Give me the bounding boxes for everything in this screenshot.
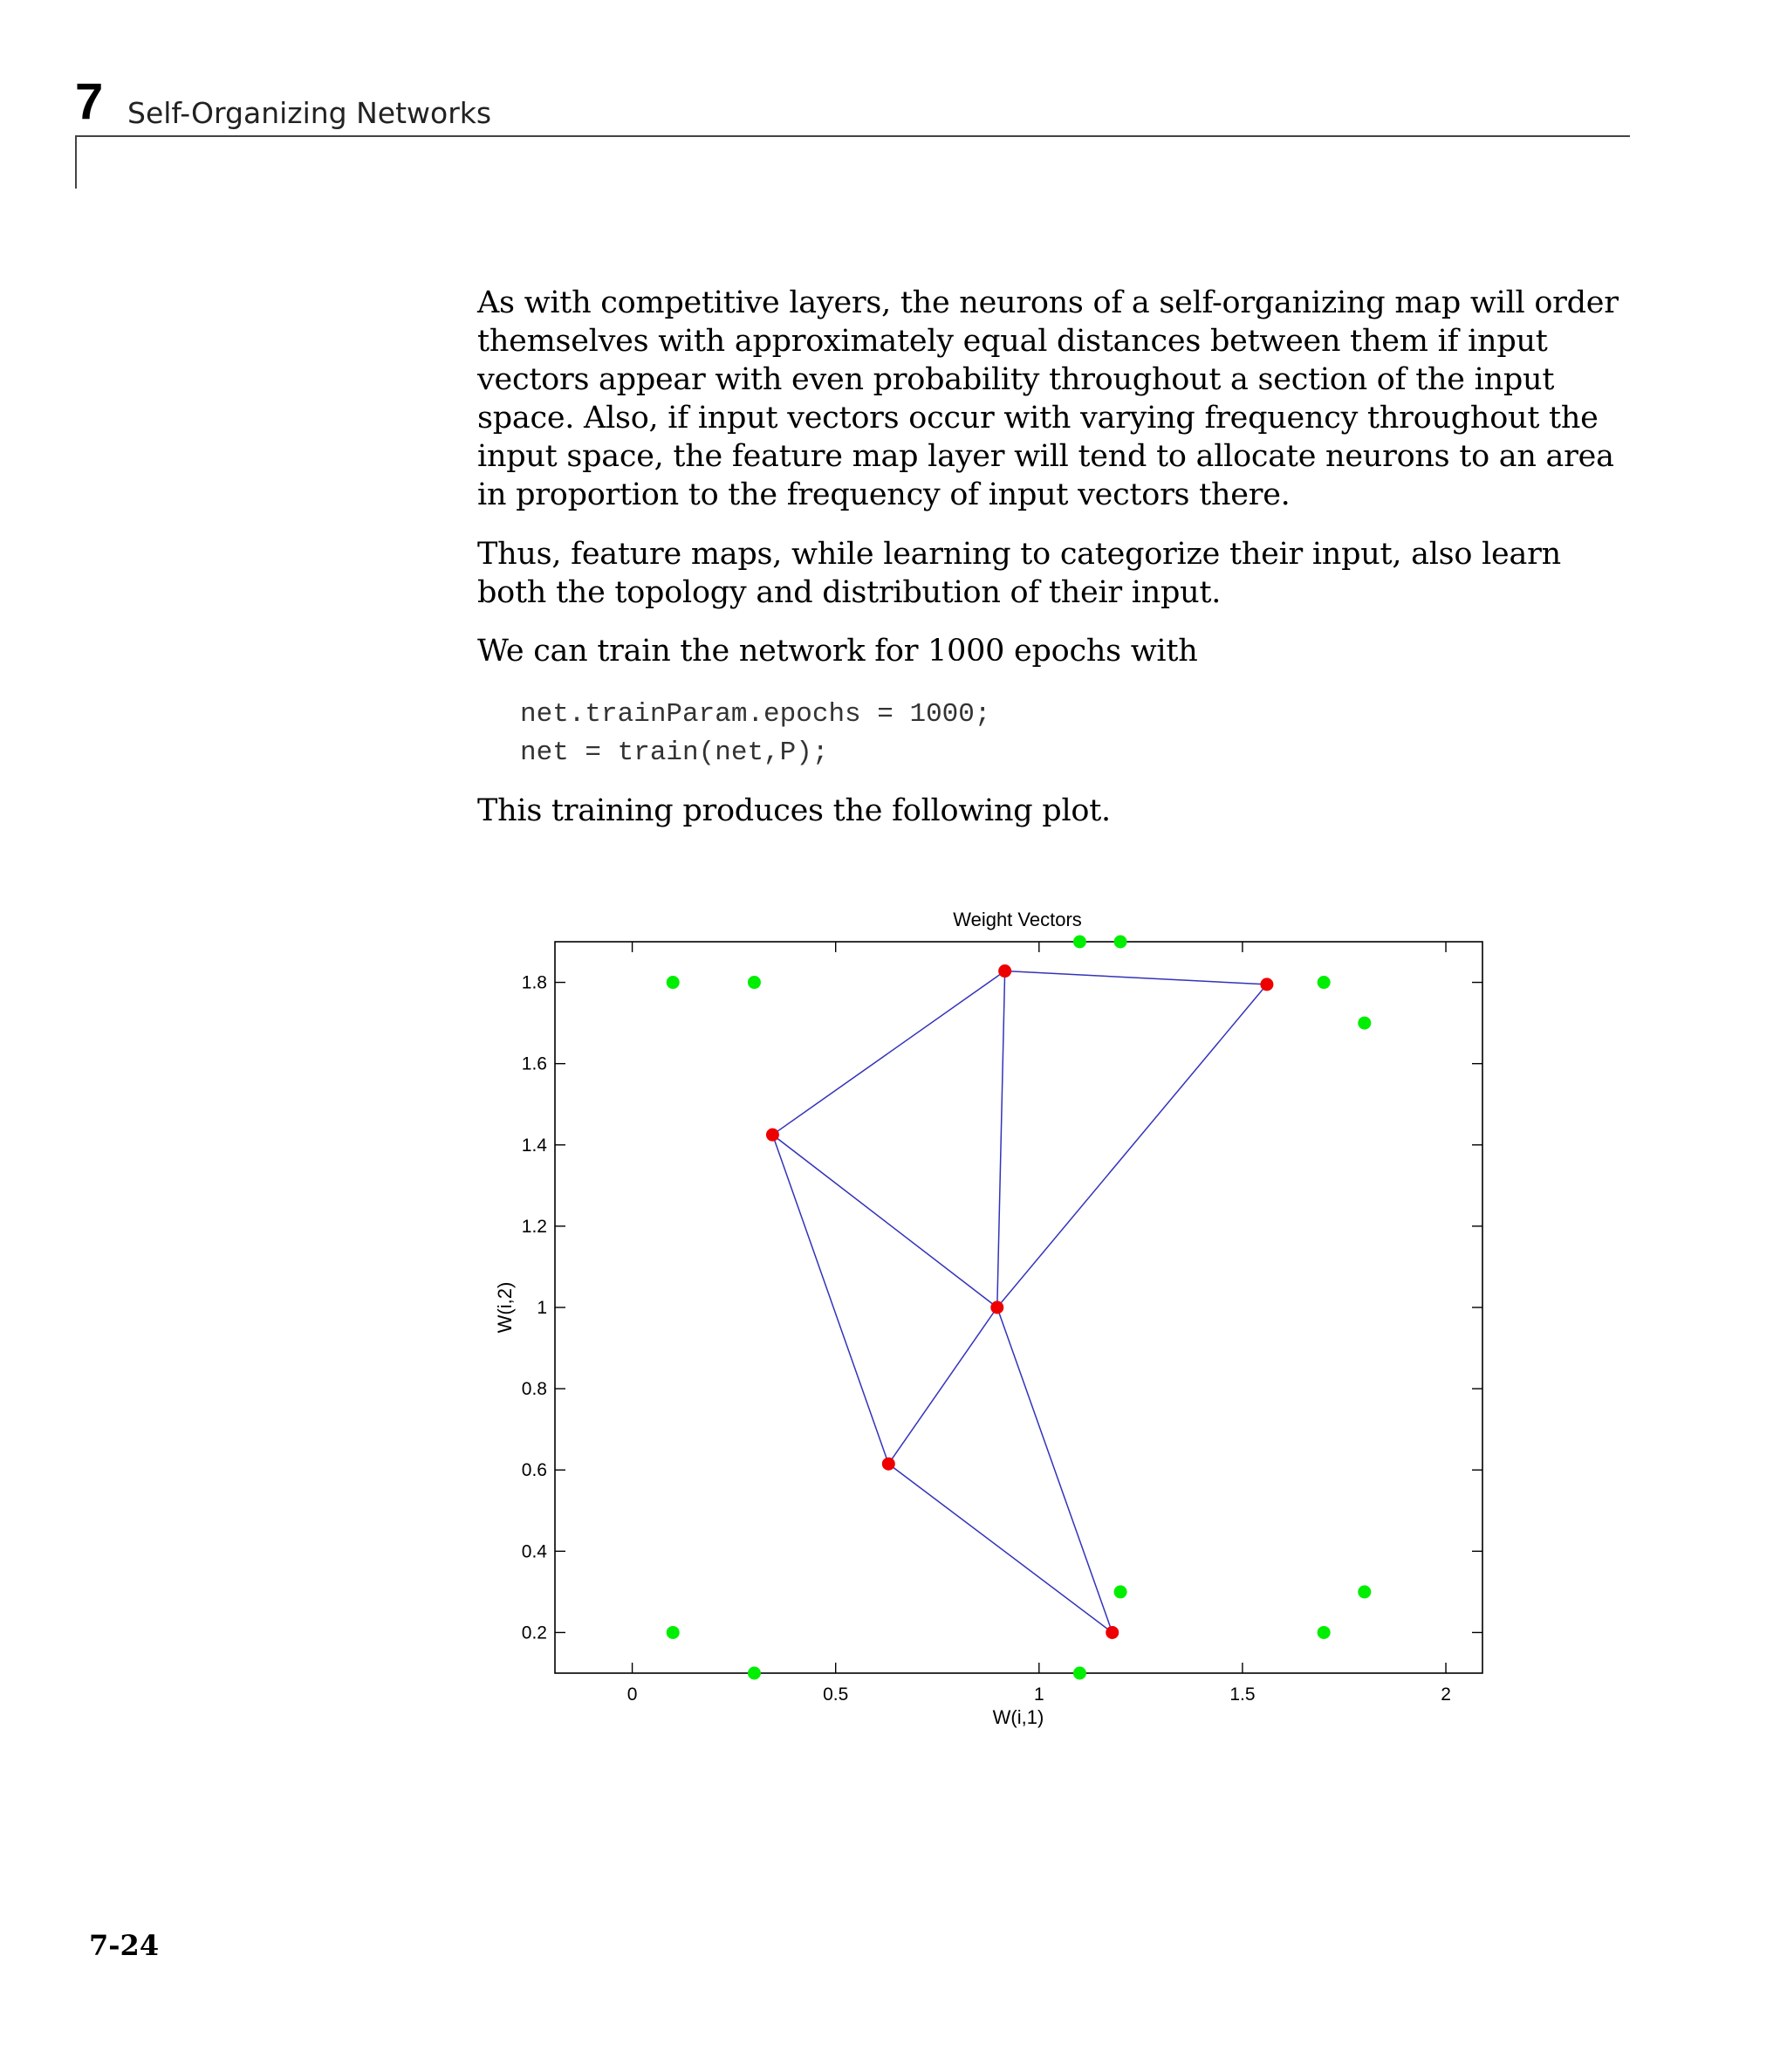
y-tick-label: 0.8 (521, 1379, 547, 1400)
input-point (667, 1626, 680, 1639)
x-tick-label: 1.5 (1229, 1684, 1256, 1705)
y-tick-label: 0.6 (521, 1460, 547, 1481)
input-point (1358, 1017, 1371, 1030)
input-point (1073, 936, 1086, 949)
x-tick-label: 0.5 (823, 1684, 849, 1705)
input-point (667, 976, 680, 989)
code-line-train: net = train(net,P); (520, 738, 829, 768)
y-tick-label: 1 (537, 1298, 547, 1318)
neuron-point (1260, 978, 1273, 991)
input-point (1318, 1626, 1331, 1639)
input-point (1358, 1585, 1371, 1598)
x-tick-label: 0 (626, 1684, 638, 1705)
page-number: 7-24 (89, 1929, 160, 1962)
paragraph-train-intro: We can train the network for 1000 epochs with (477, 634, 1198, 669)
paragraph-plot-intro: This training produces the following plot. (477, 793, 1111, 828)
neuron-point (990, 1301, 1003, 1314)
y-axis-label: W(i,2) (494, 1281, 516, 1334)
paragraph-topology: Thus, feature maps, while learning to categorize their input, also learn both the topology and distribution of their input. (477, 537, 1561, 610)
y-tick-label: 1.6 (521, 1053, 547, 1074)
input-point (748, 1667, 761, 1680)
y-tick-label: 0.4 (521, 1541, 547, 1562)
input-point (748, 976, 761, 989)
y-tick-label: 1.4 (521, 1135, 547, 1156)
input-point (1318, 976, 1331, 989)
y-tick-label: 0.2 (521, 1623, 547, 1643)
paragraph-ordering: As with competitive layers, the neurons of a self-organizing map will order themselves with approximately equal distances between them if input vectors appear with even probability throughout a section of the input space. Also, if input vectors occur with varying frequency throughout the input space, the feature map layer will tend to allocate neurons to an area in proportion to the frequency of input vectors there. (477, 285, 1619, 512)
neuron-point (766, 1129, 779, 1142)
chapter-title: Self-Organizing Networks (127, 96, 492, 130)
input-point (1073, 1667, 1086, 1680)
chart-title: Weight Vectors (953, 909, 1082, 930)
x-axis-label: W(i,1) (992, 1706, 1044, 1728)
y-tick-label: 1.2 (521, 1216, 547, 1237)
x-tick-label: 1 (1033, 1684, 1044, 1705)
neuron-point (998, 964, 1011, 978)
x-tick-label: 2 (1441, 1684, 1451, 1705)
input-point (1114, 936, 1127, 949)
neuron-point (882, 1458, 895, 1471)
neuron-point (1106, 1626, 1119, 1639)
chapter-number: 7 (75, 73, 104, 130)
plot-area-frame (555, 942, 1482, 1673)
y-tick-label: 1.8 (521, 972, 547, 993)
code-line-epochs: net.trainParam.epochs = 1000; (520, 699, 991, 730)
input-point (1114, 1585, 1127, 1598)
